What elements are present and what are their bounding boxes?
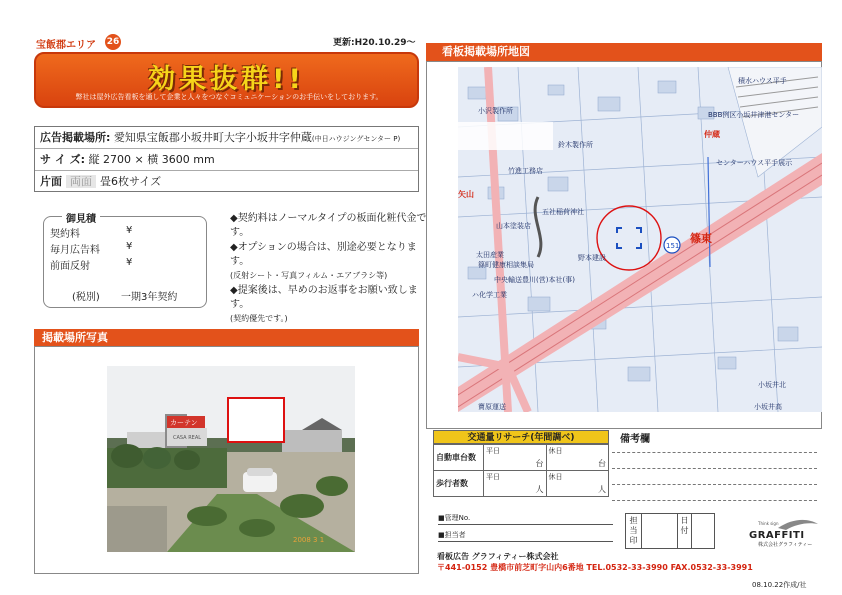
quote-row-label: 前面反射 xyxy=(50,261,90,272)
side-row xyxy=(35,171,418,193)
traffic-cell xyxy=(484,445,547,471)
quote-tax: (税別) xyxy=(72,292,100,303)
traffic-cell xyxy=(546,471,609,497)
map-label: 太田産業 xyxy=(476,251,504,259)
location-value: 愛知県宝飯郡小坂井町大字小坂井字仲蔵 xyxy=(113,131,312,144)
traffic-unit: 台 xyxy=(535,459,544,468)
map-label: 山本塗装店 xyxy=(496,222,531,230)
map-label: 仲蔵 xyxy=(704,130,720,139)
note-sub: (反射シート・写真フィルム・エアブラシ等) xyxy=(230,271,388,280)
map-label: ハ化学工業 xyxy=(472,291,507,299)
note-main: ◆提案後は、早めのお返事をお願い致します。 xyxy=(230,285,418,310)
note-item xyxy=(230,284,430,326)
map-label: センターハウス平手展示 xyxy=(716,159,793,167)
size-value: 縦 2700 × 横 3600 mm xyxy=(88,153,215,166)
traffic-cell xyxy=(546,445,609,471)
company-address: 〒441-0152 豊橋市前芝町字山内6番地 TEL.0532-33-3990 FAX.0532-33-3991 xyxy=(437,563,753,572)
quote-row-yen: ¥ xyxy=(126,257,133,268)
map-label: 小坂井高 xyxy=(754,403,782,411)
traffic-cell-label: 平日 xyxy=(486,447,500,455)
company-name: 看板広告 グラフィティー株式会社 xyxy=(437,552,559,561)
quote-row-label: 毎月広告料 xyxy=(50,245,100,256)
traffic-cell-label: 休日 xyxy=(548,447,563,455)
quote-row-yen: ¥ xyxy=(126,241,133,252)
billboard-info-table xyxy=(34,126,419,192)
location-label: 広告掲載場所: xyxy=(40,131,111,144)
map-label: 積水ハウス平手 xyxy=(738,77,787,85)
staff-line xyxy=(438,541,613,542)
stamp-box xyxy=(625,513,715,549)
map-label: 小沢製作所 xyxy=(478,107,513,115)
traffic-unit: 台 xyxy=(598,459,606,468)
traffic-unit: 人 xyxy=(535,485,544,494)
quote-term: 一期3年契約 xyxy=(121,292,178,303)
area-number-badge: 26 xyxy=(105,34,121,50)
note-main: ◆オプションの場合は、別途必要となります。 xyxy=(230,242,417,267)
map-label: 篠町健康相談集局 xyxy=(478,261,534,269)
map-label: 鈴木製作所 xyxy=(558,141,593,149)
stamp-cell xyxy=(692,514,716,548)
logo-kana: 株式会社グラフィティー xyxy=(758,542,813,548)
management-number-line xyxy=(438,524,613,525)
photo-date-stamp: 2008 3 1 xyxy=(293,536,325,544)
location-note: (中日ハウジングセンター P) xyxy=(311,135,401,143)
management-number-label: ■管理No. xyxy=(438,514,471,522)
size-label: サ イ ズ: xyxy=(40,153,86,166)
map-label: 矢山 xyxy=(458,190,474,199)
logo-name: GRAFFITI xyxy=(749,530,805,541)
note-item xyxy=(230,212,430,240)
map-label: 篠東 xyxy=(690,232,712,245)
map-label: 竹進工務店 xyxy=(508,167,543,175)
traffic-research-table xyxy=(433,430,609,502)
traffic-row-label: 自動車台数 xyxy=(434,445,484,471)
headline-banner xyxy=(34,52,419,108)
staff-label: ■担当者 xyxy=(438,531,466,539)
site-photo xyxy=(107,366,355,552)
photo-sign-sub: CASA REAL xyxy=(173,435,202,441)
location-row xyxy=(35,127,418,149)
traffic-title: 交通量リサーチ(年間調べ) xyxy=(433,430,609,444)
area-label: 宝飯郡エリア xyxy=(36,40,96,51)
side-both-option: 両面 xyxy=(66,175,96,188)
traffic-row-label: 歩行者数 xyxy=(434,471,484,497)
side-label: 片面 xyxy=(40,175,62,188)
traffic-cell-label: 平日 xyxy=(486,473,500,481)
quote-title: 御見積 xyxy=(62,210,100,225)
remarks-line xyxy=(612,484,817,485)
remarks-title: 備考欄 xyxy=(620,434,650,445)
logo-tagline: Think sign xyxy=(758,521,779,526)
quote-row-yen: ¥ xyxy=(126,225,133,236)
stamp-cell-label: 担当印 xyxy=(626,514,642,548)
traffic-cell-label: 休日 xyxy=(548,473,563,481)
map-label: 寶原運送 xyxy=(478,403,506,411)
remarks-line xyxy=(612,500,817,501)
banner-subtitle: 弊社は屋外広告看板を通して企業と人々をつなぐコミュニケーションのお手伝いをしております。 xyxy=(75,93,383,101)
quote-footer xyxy=(72,288,177,303)
traffic-row-pedestrians xyxy=(434,471,609,497)
notes-list xyxy=(230,212,430,327)
side-value: 畳6枚サイズ xyxy=(100,175,162,188)
traffic-cell xyxy=(484,471,547,497)
note-sub: (契約優先です。) xyxy=(230,314,288,323)
banner-title: 効果抜群!! xyxy=(148,64,305,95)
created-date: 08.10.22作成/社 xyxy=(752,581,807,589)
size-row xyxy=(35,149,418,171)
remarks-line xyxy=(612,468,817,469)
map-label: 五社稲荷神社 xyxy=(542,208,584,216)
remarks-line xyxy=(612,452,817,453)
traffic-unit: 人 xyxy=(598,485,606,494)
updated-date: 更新:H20.10.29〜 xyxy=(333,38,416,48)
photo-heading: 掲載場所写真 xyxy=(34,329,419,346)
map-label: 小坂井北 xyxy=(758,381,786,389)
photo-sign-text: カーテン xyxy=(170,419,198,427)
note-item xyxy=(230,241,430,283)
traffic-row-vehicles xyxy=(434,445,609,471)
quote-box xyxy=(43,216,207,308)
map-route-label: 151 xyxy=(666,242,680,250)
stamp-cell xyxy=(642,514,678,548)
location-map xyxy=(458,67,822,412)
map-heading: 看板掲載場所地図 xyxy=(426,43,822,61)
map-label: 野本建設 xyxy=(578,254,606,262)
stamp-cell-label: 日付 xyxy=(678,514,692,548)
quote-row-label: 契約料 xyxy=(50,229,80,240)
map-label: BBB例区小坂井津港センター xyxy=(708,111,800,119)
note-main: ◆契約料はノーマルタイプの板面化粧代金です。 xyxy=(230,213,427,238)
map-label: 中央輸送豊川(営)本社(事) xyxy=(494,276,575,284)
